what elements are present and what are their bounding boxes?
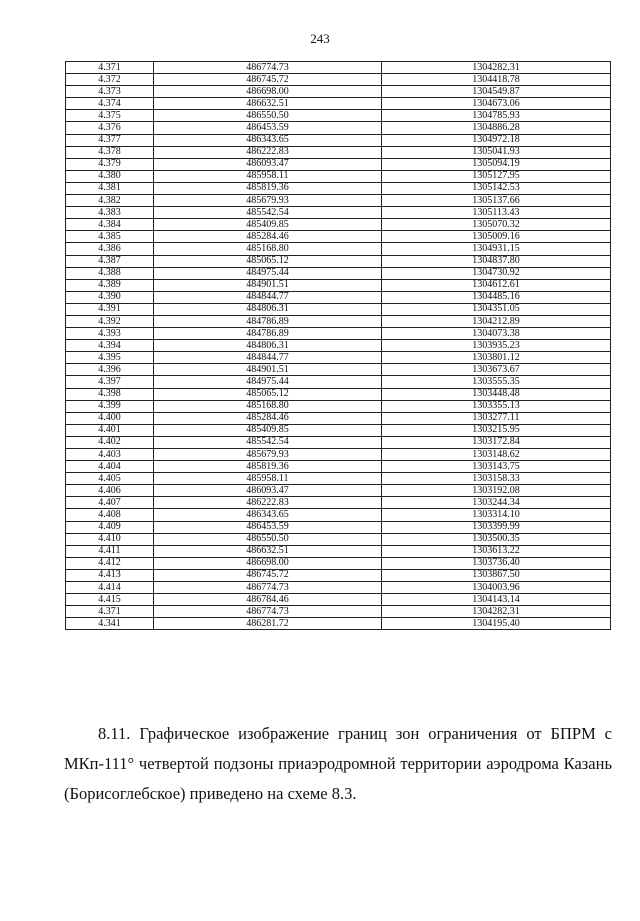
coordinates-table-body: [66, 62, 611, 630]
x-coordinate-cell: 486698.00: [154, 557, 382, 569]
x-coordinate-cell: 485168.80: [154, 400, 382, 412]
table-row: [66, 98, 611, 110]
x-coordinate-cell: 484844.77: [154, 291, 382, 303]
table-row: [66, 122, 611, 134]
table-row: [66, 618, 611, 630]
x-coordinate-cell: 484975.44: [154, 376, 382, 388]
x-coordinate-cell: 484806.31: [154, 303, 382, 315]
x-coordinate-cell: 486093.47: [154, 158, 382, 170]
point-number-cell: 4.384: [66, 219, 154, 231]
x-coordinate-cell: 485065.12: [154, 255, 382, 267]
point-number-cell: 4.386: [66, 243, 154, 255]
table-row: [66, 158, 611, 170]
y-coordinate-cell: 1304612.61: [382, 279, 611, 291]
point-number-cell: 4.371: [66, 606, 154, 618]
y-coordinate-cell: 1304282.31: [382, 606, 611, 618]
table-row: [66, 74, 611, 86]
point-number-cell: 4.415: [66, 594, 154, 606]
x-coordinate-cell: 485065.12: [154, 388, 382, 400]
y-coordinate-cell: 1305009.16: [382, 231, 611, 243]
point-number-cell: 4.380: [66, 170, 154, 182]
point-number-cell: 4.393: [66, 328, 154, 340]
point-number-cell: 4.395: [66, 352, 154, 364]
y-coordinate-cell: 1304073.38: [382, 328, 611, 340]
point-number-cell: 4.402: [66, 436, 154, 448]
point-number-cell: 4.408: [66, 509, 154, 521]
x-coordinate-cell: 486281.72: [154, 618, 382, 630]
x-coordinate-cell: 486093.47: [154, 485, 382, 497]
table-row: [66, 449, 611, 461]
table-row: [66, 340, 611, 352]
table-row: [66, 207, 611, 219]
y-coordinate-cell: 1304785.93: [382, 110, 611, 122]
x-coordinate-cell: 486632.51: [154, 98, 382, 110]
x-coordinate-cell: 485542.54: [154, 436, 382, 448]
y-coordinate-cell: 1303555.35: [382, 376, 611, 388]
point-number-cell: 4.392: [66, 315, 154, 327]
y-coordinate-cell: 1303673.67: [382, 364, 611, 376]
point-number-cell: 4.373: [66, 86, 154, 98]
table-row: [66, 473, 611, 485]
x-coordinate-cell: 486784.46: [154, 594, 382, 606]
point-number-cell: 4.381: [66, 182, 154, 194]
point-number-cell: 4.412: [66, 557, 154, 569]
y-coordinate-cell: 1303867.50: [382, 569, 611, 581]
table-row: [66, 557, 611, 569]
x-coordinate-cell: 484786.89: [154, 328, 382, 340]
point-number-cell: 4.375: [66, 110, 154, 122]
y-coordinate-cell: 1303448.48: [382, 388, 611, 400]
y-coordinate-cell: 1303172.84: [382, 436, 611, 448]
table-row: [66, 400, 611, 412]
x-coordinate-cell: 485284.46: [154, 412, 382, 424]
point-number-cell: 4.371: [66, 62, 154, 74]
point-number-cell: 4.383: [66, 207, 154, 219]
table-row: [66, 62, 611, 74]
point-number-cell: 4.378: [66, 146, 154, 158]
x-coordinate-cell: 484901.51: [154, 279, 382, 291]
table-row: [66, 424, 611, 436]
x-coordinate-cell: 485958.11: [154, 473, 382, 485]
y-coordinate-cell: 1303314.10: [382, 509, 611, 521]
point-number-cell: 4.374: [66, 98, 154, 110]
paragraph-text: 8.11. Графическое изображение границ зон ограничения от БПРМ с МКп-111° четвертой подзоны приаэродромной территории аэродрома Казань (Борисоглебское) приведено на схеме 8.3.: [64, 723, 612, 803]
table-row: [66, 594, 611, 606]
y-coordinate-cell: 1303192.08: [382, 485, 611, 497]
x-coordinate-cell: 484844.77: [154, 352, 382, 364]
point-number-cell: 4.406: [66, 485, 154, 497]
y-coordinate-cell: 1305127.95: [382, 170, 611, 182]
table-row: [66, 521, 611, 533]
point-number-cell: 4.382: [66, 195, 154, 207]
y-coordinate-cell: 1303215.95: [382, 424, 611, 436]
x-coordinate-cell: 486222.83: [154, 146, 382, 158]
x-coordinate-cell: 486774.73: [154, 606, 382, 618]
x-coordinate-cell: 486774.73: [154, 62, 382, 74]
x-coordinate-cell: 486550.50: [154, 110, 382, 122]
y-coordinate-cell: 1305094.19: [382, 158, 611, 170]
x-coordinate-cell: 485168.80: [154, 243, 382, 255]
point-number-cell: 4.399: [66, 400, 154, 412]
table-row: [66, 134, 611, 146]
point-number-cell: 4.388: [66, 267, 154, 279]
y-coordinate-cell: 1304549.87: [382, 86, 611, 98]
point-number-cell: 4.398: [66, 388, 154, 400]
section-paragraph: [64, 719, 612, 809]
point-number-cell: 4.372: [66, 74, 154, 86]
table-row: [66, 182, 611, 194]
table-row: [66, 255, 611, 267]
y-coordinate-cell: 1304485.16: [382, 291, 611, 303]
table-row: [66, 545, 611, 557]
table-row: [66, 533, 611, 545]
x-coordinate-cell: 486774.73: [154, 582, 382, 594]
table-row: [66, 110, 611, 122]
x-coordinate-cell: 486222.83: [154, 497, 382, 509]
table-row: [66, 461, 611, 473]
point-number-cell: 4.385: [66, 231, 154, 243]
x-coordinate-cell: 485542.54: [154, 207, 382, 219]
y-coordinate-cell: 1304837.80: [382, 255, 611, 267]
x-coordinate-cell: 484806.31: [154, 340, 382, 352]
y-coordinate-cell: 1303244.34: [382, 497, 611, 509]
table-row: [66, 195, 611, 207]
point-number-cell: 4.377: [66, 134, 154, 146]
table-row: [66, 582, 611, 594]
page-number: 243: [310, 31, 330, 46]
coordinates-table: [65, 61, 611, 630]
y-coordinate-cell: 1304143.14: [382, 594, 611, 606]
table-row: [66, 315, 611, 327]
point-number-cell: 4.389: [66, 279, 154, 291]
x-coordinate-cell: 485819.36: [154, 461, 382, 473]
y-coordinate-cell: 1304212.89: [382, 315, 611, 327]
table-row: [66, 485, 611, 497]
table-row: [66, 279, 611, 291]
table-row: [66, 231, 611, 243]
point-number-cell: 4.410: [66, 533, 154, 545]
y-coordinate-cell: 1305142.53: [382, 182, 611, 194]
table-row: [66, 412, 611, 424]
x-coordinate-cell: 486550.50: [154, 533, 382, 545]
x-coordinate-cell: 484786.89: [154, 315, 382, 327]
y-coordinate-cell: 1303355.13: [382, 400, 611, 412]
point-number-cell: 4.379: [66, 158, 154, 170]
y-coordinate-cell: 1304418.78: [382, 74, 611, 86]
y-coordinate-cell: 1304351.05: [382, 303, 611, 315]
x-coordinate-cell: 486698.00: [154, 86, 382, 98]
x-coordinate-cell: 484901.51: [154, 364, 382, 376]
table-row: [66, 243, 611, 255]
point-number-cell: 4.414: [66, 582, 154, 594]
y-coordinate-cell: 1303399.99: [382, 521, 611, 533]
y-coordinate-cell: 1305137.66: [382, 195, 611, 207]
table-row: [66, 267, 611, 279]
x-coordinate-cell: 486453.59: [154, 521, 382, 533]
y-coordinate-cell: 1304003.96: [382, 582, 611, 594]
table-row: [66, 606, 611, 618]
table-row: [66, 303, 611, 315]
point-number-cell: 4.394: [66, 340, 154, 352]
table-row: [66, 569, 611, 581]
y-coordinate-cell: 1304673.06: [382, 98, 611, 110]
point-number-cell: 4.409: [66, 521, 154, 533]
y-coordinate-cell: 1303277.11: [382, 412, 611, 424]
x-coordinate-cell: 485819.36: [154, 182, 382, 194]
point-number-cell: 4.401: [66, 424, 154, 436]
point-number-cell: 4.411: [66, 545, 154, 557]
x-coordinate-cell: 485409.85: [154, 219, 382, 231]
y-coordinate-cell: 1304730.92: [382, 267, 611, 279]
table-row: [66, 436, 611, 448]
point-number-cell: 4.403: [66, 449, 154, 461]
table-row: [66, 219, 611, 231]
table-row: [66, 509, 611, 521]
y-coordinate-cell: 1303143.75: [382, 461, 611, 473]
point-number-cell: 4.404: [66, 461, 154, 473]
x-coordinate-cell: 485409.85: [154, 424, 382, 436]
x-coordinate-cell: 486745.72: [154, 74, 382, 86]
y-coordinate-cell: 1304282.31: [382, 62, 611, 74]
x-coordinate-cell: 485958.11: [154, 170, 382, 182]
y-coordinate-cell: 1303613.22: [382, 545, 611, 557]
x-coordinate-cell: 486343.65: [154, 509, 382, 521]
y-coordinate-cell: 1304195.40: [382, 618, 611, 630]
x-coordinate-cell: 486343.65: [154, 134, 382, 146]
table-row: [66, 86, 611, 98]
point-number-cell: 4.400: [66, 412, 154, 424]
y-coordinate-cell: 1303935.23: [382, 340, 611, 352]
point-number-cell: 4.396: [66, 364, 154, 376]
point-number-cell: 4.390: [66, 291, 154, 303]
point-number-cell: 4.397: [66, 376, 154, 388]
point-number-cell: 4.391: [66, 303, 154, 315]
y-coordinate-cell: 1303158.33: [382, 473, 611, 485]
point-number-cell: 4.376: [66, 122, 154, 134]
table-row: [66, 376, 611, 388]
table-row: [66, 364, 611, 376]
y-coordinate-cell: 1303736.40: [382, 557, 611, 569]
y-coordinate-cell: 1304931.15: [382, 243, 611, 255]
table-row: [66, 146, 611, 158]
point-number-cell: 4.405: [66, 473, 154, 485]
x-coordinate-cell: 486453.59: [154, 122, 382, 134]
point-number-cell: 4.413: [66, 569, 154, 581]
table-row: [66, 497, 611, 509]
x-coordinate-cell: 485284.46: [154, 231, 382, 243]
x-coordinate-cell: 486632.51: [154, 545, 382, 557]
table-row: [66, 291, 611, 303]
y-coordinate-cell: 1304886.28: [382, 122, 611, 134]
y-coordinate-cell: 1305070.32: [382, 219, 611, 231]
y-coordinate-cell: 1303500.35: [382, 533, 611, 545]
y-coordinate-cell: 1303148.62: [382, 449, 611, 461]
point-number-cell: 4.407: [66, 497, 154, 509]
point-number-cell: 4.341: [66, 618, 154, 630]
table-row: [66, 328, 611, 340]
y-coordinate-cell: 1305041.93: [382, 146, 611, 158]
x-coordinate-cell: 484975.44: [154, 267, 382, 279]
x-coordinate-cell: 485679.93: [154, 195, 382, 207]
table-row: [66, 352, 611, 364]
x-coordinate-cell: 485679.93: [154, 449, 382, 461]
point-number-cell: 4.387: [66, 255, 154, 267]
y-coordinate-cell: 1305113.43: [382, 207, 611, 219]
y-coordinate-cell: 1304972.18: [382, 134, 611, 146]
x-coordinate-cell: 486745.72: [154, 569, 382, 581]
y-coordinate-cell: 1303801.12: [382, 352, 611, 364]
table-row: [66, 170, 611, 182]
table-row: [66, 388, 611, 400]
